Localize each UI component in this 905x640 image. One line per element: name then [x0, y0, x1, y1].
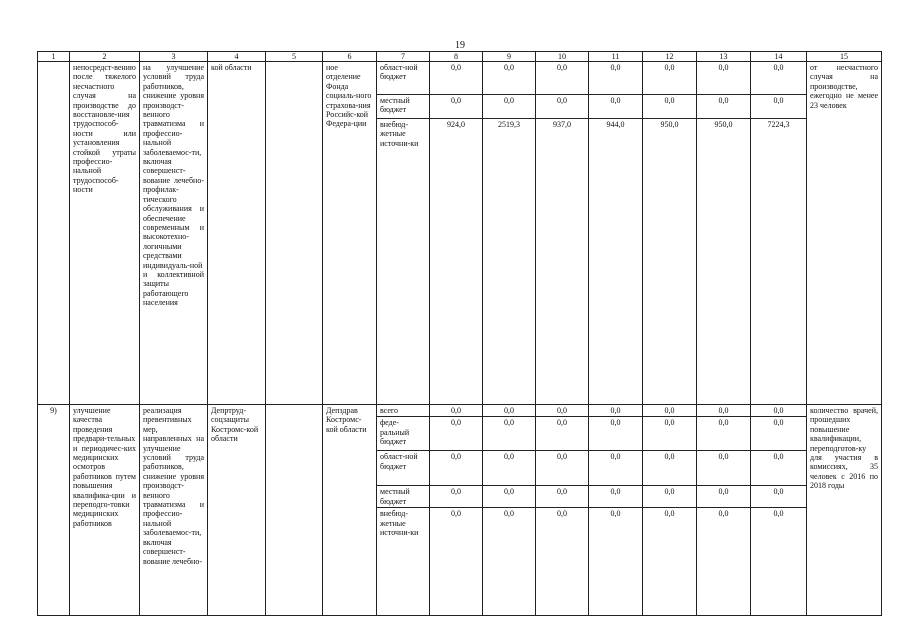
column-header: 2 — [70, 52, 140, 62]
funding-value-cell: 0,0 — [536, 486, 589, 508]
funding-value-cell: 2519,3 — [483, 119, 536, 405]
funding-value-cell: 0,0 — [643, 62, 697, 95]
funding-value-cell: 0,0 — [430, 417, 483, 451]
measure-name-cell: улучшение качества проведения предвари-тельных и периодичес-ких медицинских осмотров работников путем повышения квалифика-ции и переподго-товки медицинских работников — [70, 405, 140, 616]
column-header: 12 — [643, 52, 697, 62]
funding-value-cell: 950,0 — [697, 119, 751, 405]
funding-value-cell: 0,0 — [751, 417, 807, 451]
funding-source-cell: област-ной бюджет — [377, 62, 430, 95]
column-header: 8 — [430, 52, 483, 62]
measure-name-cell: непосредст-вению после тяжелого несчастного случая на производстве до восстановле-ния трудоспособ-ности или установления стойкой утраты профессио-нальной трудоспособ-ности — [70, 62, 140, 405]
funding-value-cell: 0,0 — [536, 417, 589, 451]
funding-source-cell: феде-ральный бюджет — [377, 417, 430, 451]
funding-source-cell: внебюд-жетные источни-ки — [377, 119, 430, 405]
empty-cell — [266, 62, 323, 405]
funding-value-cell: 0,0 — [751, 508, 807, 616]
funding-value-cell: 0,0 — [483, 508, 536, 616]
funding-value-cell: 0,0 — [751, 451, 807, 486]
funding-value-cell: 0,0 — [643, 405, 697, 417]
funding-source-cell: местный бюджет — [377, 95, 430, 119]
column-header: 4 — [208, 52, 266, 62]
funding-value-cell: 0,0 — [589, 508, 643, 616]
funding-source-cell: област-ной бюджет — [377, 451, 430, 486]
funding-value-cell: 944,0 — [589, 119, 643, 405]
funding-value-cell: 0,0 — [589, 405, 643, 417]
column-header: 11 — [589, 52, 643, 62]
executor-cell: кой области — [208, 62, 266, 405]
empty-cell — [266, 405, 323, 616]
funding-value-cell: 0,0 — [643, 417, 697, 451]
co-executor-cell: Депздрав Костромс-кой области — [323, 405, 377, 616]
funding-value-cell: 0,0 — [536, 451, 589, 486]
indicator-cell: количество врачей, прошедших повышение квалификации, переподготов-ку для участия в комиссиях, 35 человек с 2016 по 2018 годы — [807, 405, 882, 616]
indicator-cell: от несчастного случая на производстве, ежегодно не менее 23 человек — [807, 62, 882, 405]
funding-value-cell: 0,0 — [430, 405, 483, 417]
funding-value-cell: 0,0 — [483, 486, 536, 508]
funding-value-cell: 0,0 — [483, 417, 536, 451]
funding-source-cell: всего — [377, 405, 430, 417]
funding-value-cell: 0,0 — [483, 62, 536, 95]
column-header: 10 — [536, 52, 589, 62]
program-table — [37, 51, 882, 616]
funding-value-cell: 0,0 — [536, 405, 589, 417]
column-header: 13 — [697, 52, 751, 62]
column-header: 3 — [140, 52, 208, 62]
funding-value-cell: 0,0 — [697, 95, 751, 119]
page-number: 19 — [455, 40, 465, 51]
funding-value-cell: 0,0 — [536, 62, 589, 95]
funding-value-cell: 0,0 — [430, 95, 483, 119]
funding-value-cell: 0,0 — [643, 486, 697, 508]
table-row — [38, 62, 882, 95]
funding-value-cell: 0,0 — [430, 62, 483, 95]
measure-goal-cell: на улучшение условий труда работников, снижение уровня производст-венного травматизма и профессио-нальной заболеваемос-ти, включая совершенст-вование лечебно-профилак-тического обслуживания и обеспечение современным и высокотехно-логичными средствами индивидуаль-ной и коллективной защиты работающего населения — [140, 62, 208, 405]
funding-value-cell: 937,0 — [536, 119, 589, 405]
column-header: 1 — [38, 52, 70, 62]
funding-value-cell: 0,0 — [751, 405, 807, 417]
funding-source-cell: местный бюджет — [377, 486, 430, 508]
funding-value-cell: 0,0 — [483, 95, 536, 119]
funding-value-cell: 0,0 — [643, 95, 697, 119]
funding-value-cell: 0,0 — [589, 62, 643, 95]
funding-value-cell: 0,0 — [643, 451, 697, 486]
funding-value-cell: 0,0 — [589, 486, 643, 508]
funding-value-cell: 0,0 — [589, 451, 643, 486]
column-header: 6 — [323, 52, 377, 62]
funding-value-cell: 0,0 — [536, 95, 589, 119]
funding-value-cell: 0,0 — [751, 62, 807, 95]
header-row — [38, 52, 882, 62]
funding-value-cell: 0,0 — [430, 508, 483, 616]
funding-value-cell: 0,0 — [697, 486, 751, 508]
funding-value-cell: 0,0 — [483, 451, 536, 486]
funding-value-cell: 0,0 — [430, 486, 483, 508]
executor-cell: Депртруд-соцзащиты Костромс-кой области — [208, 405, 266, 616]
funding-value-cell: 0,0 — [589, 95, 643, 119]
funding-value-cell: 0,0 — [589, 417, 643, 451]
row-number-cell — [38, 62, 70, 405]
funding-value-cell: 950,0 — [643, 119, 697, 405]
measure-goal-cell: реализация превентивных мер, направленных на улучшение условий труда работников, снижение уровня производст-венного травматизма и профессио-нальной заболеваемос-ти, включая совершенст-вование лечебно- — [140, 405, 208, 616]
co-executor-cell: ное отделение Фонда социаль-ного страхова-ния Российс-кой Федера-ции — [323, 62, 377, 405]
funding-value-cell: 0,0 — [536, 508, 589, 616]
funding-value-cell: 0,0 — [697, 405, 751, 417]
funding-value-cell: 0,0 — [751, 486, 807, 508]
funding-value-cell: 0,0 — [697, 62, 751, 95]
column-header: 9 — [483, 52, 536, 62]
funding-value-cell: 0,0 — [643, 508, 697, 616]
funding-source-cell: внебюд-жетные источни-ки — [377, 508, 430, 616]
funding-value-cell: 0,0 — [751, 95, 807, 119]
column-header: 5 — [266, 52, 323, 62]
funding-value-cell: 0,0 — [697, 508, 751, 616]
funding-value-cell: 0,0 — [697, 451, 751, 486]
table-row — [38, 405, 882, 417]
funding-value-cell: 0,0 — [483, 405, 536, 417]
funding-value-cell: 924,0 — [430, 119, 483, 405]
column-header: 7 — [377, 52, 430, 62]
column-header: 15 — [807, 52, 882, 62]
funding-value-cell: 0,0 — [430, 451, 483, 486]
funding-value-cell: 0,0 — [697, 417, 751, 451]
funding-value-cell: 7224,3 — [751, 119, 807, 405]
column-header: 14 — [751, 52, 807, 62]
row-number-cell: 9) — [38, 405, 70, 616]
